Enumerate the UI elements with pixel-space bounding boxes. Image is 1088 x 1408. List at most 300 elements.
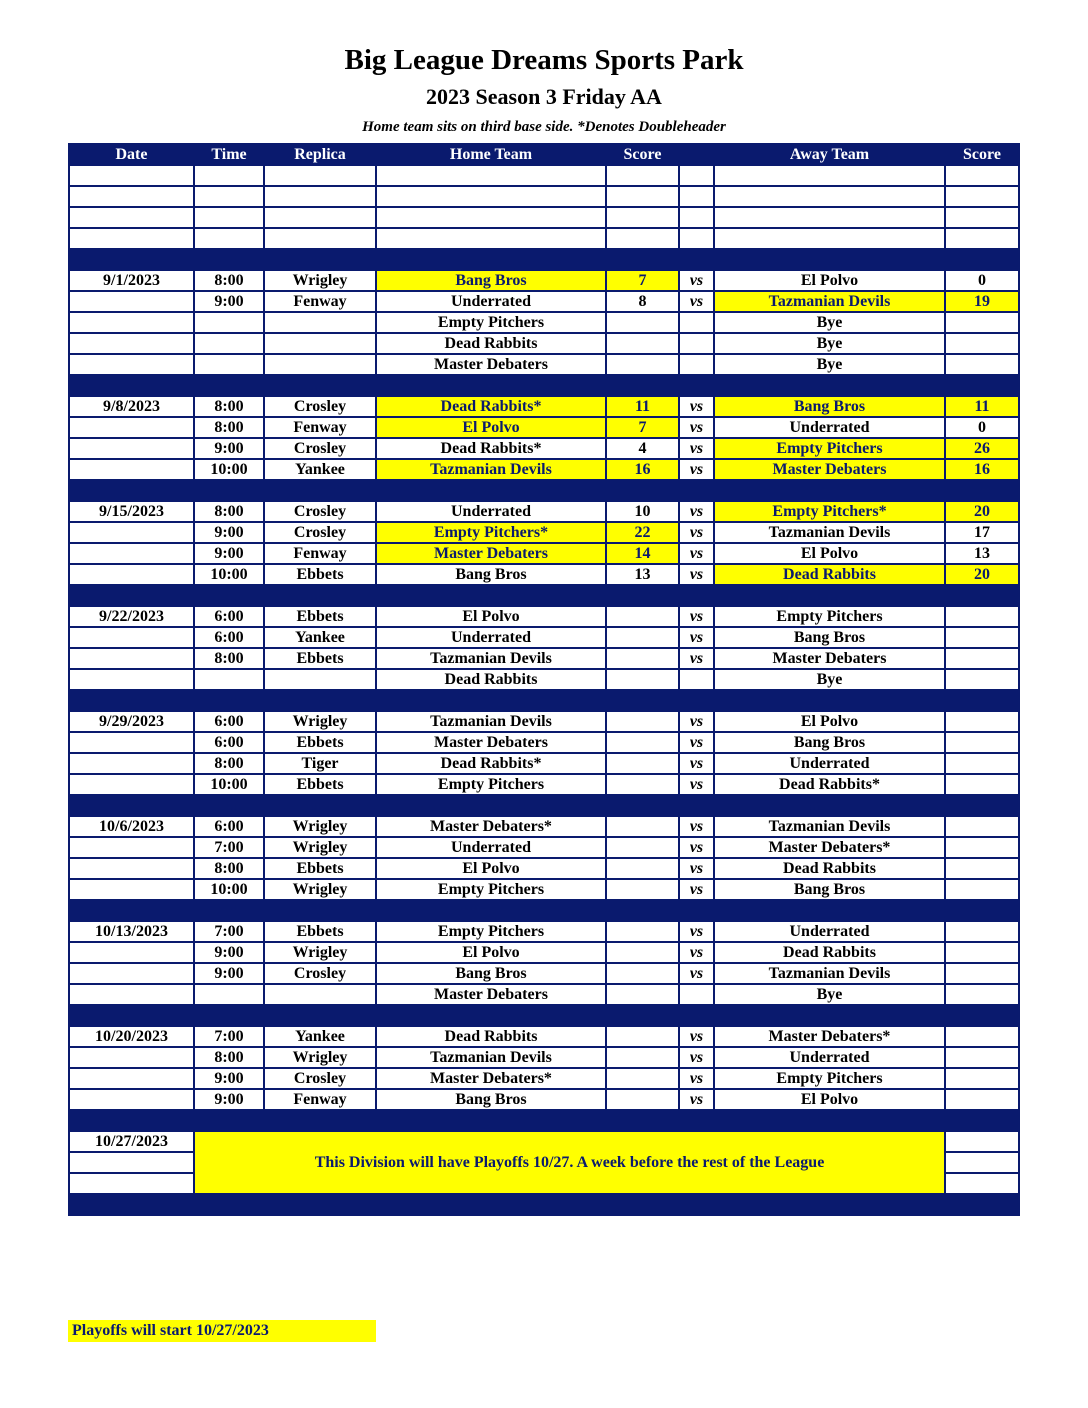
separator-row bbox=[69, 1005, 1019, 1026]
col-home-score: Score bbox=[606, 144, 679, 165]
away-score bbox=[945, 606, 1019, 627]
game-date bbox=[69, 753, 194, 774]
home-score: 22 bbox=[606, 522, 679, 543]
separator-cell bbox=[376, 375, 606, 396]
home-team: Underrated bbox=[376, 501, 606, 522]
empty-cell bbox=[69, 207, 194, 228]
separator-cell bbox=[264, 690, 376, 711]
game-field: Ebbets bbox=[264, 921, 376, 942]
game-field: Fenway bbox=[264, 291, 376, 312]
game-time: 7:00 bbox=[194, 1026, 264, 1047]
empty-cell bbox=[714, 186, 945, 207]
game-field: Fenway bbox=[264, 543, 376, 564]
home-team: El Polvo bbox=[376, 606, 606, 627]
empty-cell bbox=[606, 228, 679, 249]
separator-cell bbox=[714, 249, 945, 270]
away-score bbox=[945, 312, 1019, 333]
vs-label: vs bbox=[679, 459, 714, 480]
home-score bbox=[606, 627, 679, 648]
away-team: Dead Rabbits bbox=[714, 564, 945, 585]
empty-cell bbox=[194, 186, 264, 207]
separator-cell bbox=[714, 900, 945, 921]
vs-label: vs bbox=[679, 1068, 714, 1089]
game-date bbox=[69, 669, 194, 690]
separator-cell bbox=[69, 690, 194, 711]
vs-label: vs bbox=[679, 417, 714, 438]
vs-label: vs bbox=[679, 858, 714, 879]
away-score bbox=[945, 732, 1019, 753]
game-row bbox=[69, 879, 1019, 900]
game-time: 7:00 bbox=[194, 921, 264, 942]
separator-cell bbox=[69, 375, 194, 396]
separator-row bbox=[69, 900, 1019, 921]
game-date bbox=[69, 354, 194, 375]
home-team: Bang Bros bbox=[376, 963, 606, 984]
separator-cell bbox=[679, 690, 714, 711]
game-row bbox=[69, 669, 1019, 690]
game-field: Wrigley bbox=[264, 837, 376, 858]
home-score bbox=[606, 1047, 679, 1068]
home-team: El Polvo bbox=[376, 858, 606, 879]
home-score: 13 bbox=[606, 564, 679, 585]
away-score bbox=[945, 648, 1019, 669]
game-date bbox=[69, 627, 194, 648]
away-team: Master Debaters* bbox=[714, 1026, 945, 1047]
game-date bbox=[69, 1068, 194, 1089]
game-row bbox=[69, 1026, 1019, 1047]
home-team: Empty Pitchers bbox=[376, 921, 606, 942]
separator-cell bbox=[606, 690, 679, 711]
separator-cell bbox=[606, 249, 679, 270]
away-score: 11 bbox=[945, 396, 1019, 417]
home-team: Tazmanian Devils bbox=[376, 648, 606, 669]
away-score: 20 bbox=[945, 501, 1019, 522]
separator-cell bbox=[264, 480, 376, 501]
game-date bbox=[69, 648, 194, 669]
game-row bbox=[69, 312, 1019, 333]
game-row bbox=[69, 711, 1019, 732]
separator-cell bbox=[714, 795, 945, 816]
vs-label: vs bbox=[679, 774, 714, 795]
game-time bbox=[194, 984, 264, 1005]
home-team: Empty Pitchers bbox=[376, 879, 606, 900]
separator-cell bbox=[606, 1194, 679, 1215]
separator-row bbox=[69, 1194, 1019, 1215]
vs-label: vs bbox=[679, 648, 714, 669]
game-time: 10:00 bbox=[194, 459, 264, 480]
separator-cell bbox=[194, 690, 264, 711]
separator-cell bbox=[679, 1194, 714, 1215]
away-score bbox=[945, 711, 1019, 732]
away-team: Bang Bros bbox=[714, 396, 945, 417]
home-team: Master Debaters* bbox=[376, 1068, 606, 1089]
away-score: 16 bbox=[945, 459, 1019, 480]
away-team: Master Debaters bbox=[714, 459, 945, 480]
vs-label: vs bbox=[679, 291, 714, 312]
game-row bbox=[69, 417, 1019, 438]
vs-label: vs bbox=[679, 963, 714, 984]
home-team: Master Debaters* bbox=[376, 816, 606, 837]
game-row bbox=[69, 522, 1019, 543]
game-row bbox=[69, 606, 1019, 627]
vs-label bbox=[679, 669, 714, 690]
separator-row bbox=[69, 1110, 1019, 1131]
game-field bbox=[264, 669, 376, 690]
game-time bbox=[194, 333, 264, 354]
game-row bbox=[69, 564, 1019, 585]
game-field bbox=[264, 312, 376, 333]
empty-cell bbox=[945, 186, 1019, 207]
home-team: Dead Rabbits* bbox=[376, 753, 606, 774]
game-time bbox=[194, 354, 264, 375]
col-home-team: Home Team bbox=[376, 144, 606, 165]
away-team: Dead Rabbits bbox=[714, 942, 945, 963]
game-row bbox=[69, 543, 1019, 564]
away-score bbox=[945, 1026, 1019, 1047]
game-date bbox=[69, 417, 194, 438]
away-team: Bang Bros bbox=[714, 879, 945, 900]
home-team: Tazmanian Devils bbox=[376, 459, 606, 480]
home-score bbox=[606, 879, 679, 900]
away-team: Empty Pitchers* bbox=[714, 501, 945, 522]
game-row bbox=[69, 1068, 1019, 1089]
separator-cell bbox=[606, 375, 679, 396]
game-date bbox=[69, 291, 194, 312]
away-team: Bye bbox=[714, 354, 945, 375]
col-date: Date bbox=[69, 144, 194, 165]
game-row bbox=[69, 816, 1019, 837]
empty-cell bbox=[376, 165, 606, 186]
away-team: Bang Bros bbox=[714, 732, 945, 753]
game-time: 9:00 bbox=[194, 291, 264, 312]
away-score bbox=[945, 354, 1019, 375]
playoffs-footer-note: Playoffs will start 10/27/2023 bbox=[68, 1320, 376, 1342]
empty-cell bbox=[679, 207, 714, 228]
game-field: Wrigley bbox=[264, 270, 376, 291]
col-vs bbox=[679, 144, 714, 165]
game-time: 9:00 bbox=[194, 438, 264, 459]
away-score bbox=[945, 333, 1019, 354]
game-date bbox=[69, 858, 194, 879]
game-field: Tiger bbox=[264, 753, 376, 774]
col-time: Time bbox=[194, 144, 264, 165]
away-score: 19 bbox=[945, 291, 1019, 312]
game-time: 8:00 bbox=[194, 396, 264, 417]
game-time: 10:00 bbox=[194, 879, 264, 900]
home-score bbox=[606, 816, 679, 837]
home-score bbox=[606, 1026, 679, 1047]
away-score bbox=[945, 627, 1019, 648]
away-score bbox=[945, 816, 1019, 837]
game-date bbox=[69, 732, 194, 753]
away-score: 0 bbox=[945, 417, 1019, 438]
empty-cell bbox=[606, 186, 679, 207]
separator-cell bbox=[376, 1194, 606, 1215]
game-date bbox=[69, 984, 194, 1005]
home-team: Dead Rabbits bbox=[376, 1026, 606, 1047]
game-row bbox=[69, 354, 1019, 375]
separator-cell bbox=[945, 690, 1019, 711]
game-field: Fenway bbox=[264, 417, 376, 438]
game-field: Ebbets bbox=[264, 732, 376, 753]
game-time: 6:00 bbox=[194, 627, 264, 648]
away-team: El Polvo bbox=[714, 1089, 945, 1110]
vs-label: vs bbox=[679, 438, 714, 459]
game-date bbox=[69, 837, 194, 858]
separator-cell bbox=[194, 585, 264, 606]
home-team: Tazmanian Devils bbox=[376, 1047, 606, 1068]
game-field: Yankee bbox=[264, 1026, 376, 1047]
empty-cell bbox=[945, 1152, 1019, 1173]
home-team: Empty Pitchers bbox=[376, 312, 606, 333]
away-score: 17 bbox=[945, 522, 1019, 543]
empty-cell bbox=[194, 165, 264, 186]
game-row bbox=[69, 774, 1019, 795]
game-row bbox=[69, 837, 1019, 858]
game-time: 8:00 bbox=[194, 648, 264, 669]
separator-row bbox=[69, 480, 1019, 501]
away-score bbox=[945, 879, 1019, 900]
empty-cell bbox=[376, 228, 606, 249]
away-score bbox=[945, 1068, 1019, 1089]
separator-cell bbox=[264, 1110, 376, 1131]
vs-label: vs bbox=[679, 606, 714, 627]
game-date bbox=[69, 522, 194, 543]
vs-label: vs bbox=[679, 270, 714, 291]
home-score bbox=[606, 921, 679, 942]
game-date: 9/1/2023 bbox=[69, 270, 194, 291]
game-date: 9/22/2023 bbox=[69, 606, 194, 627]
empty-cell bbox=[606, 207, 679, 228]
game-row bbox=[69, 858, 1019, 879]
vs-label: vs bbox=[679, 396, 714, 417]
home-team: El Polvo bbox=[376, 417, 606, 438]
separator-cell bbox=[679, 795, 714, 816]
vs-label: vs bbox=[679, 879, 714, 900]
empty-cell bbox=[264, 228, 376, 249]
separator-cell bbox=[376, 900, 606, 921]
separator-cell bbox=[376, 1110, 606, 1131]
home-score: 10 bbox=[606, 501, 679, 522]
game-field: Wrigley bbox=[264, 711, 376, 732]
home-score bbox=[606, 312, 679, 333]
home-score bbox=[606, 732, 679, 753]
home-score bbox=[606, 963, 679, 984]
game-field: Yankee bbox=[264, 627, 376, 648]
separator-cell bbox=[69, 585, 194, 606]
col-away-score: Score bbox=[945, 144, 1019, 165]
game-date bbox=[69, 312, 194, 333]
game-time bbox=[194, 669, 264, 690]
vs-label: vs bbox=[679, 627, 714, 648]
schedule-table bbox=[68, 143, 1020, 1216]
separator-cell bbox=[376, 480, 606, 501]
home-score bbox=[606, 669, 679, 690]
separator-row bbox=[69, 249, 1019, 270]
home-score: 11 bbox=[606, 396, 679, 417]
away-score bbox=[945, 774, 1019, 795]
game-time: 9:00 bbox=[194, 963, 264, 984]
away-score bbox=[945, 753, 1019, 774]
separator-row bbox=[69, 585, 1019, 606]
home-score bbox=[606, 1068, 679, 1089]
game-time: 8:00 bbox=[194, 501, 264, 522]
vs-label: vs bbox=[679, 837, 714, 858]
separator-cell bbox=[679, 1005, 714, 1026]
game-field: Crosley bbox=[264, 501, 376, 522]
home-score bbox=[606, 333, 679, 354]
separator-cell bbox=[714, 1110, 945, 1131]
game-field: Crosley bbox=[264, 1068, 376, 1089]
empty-cell bbox=[945, 1131, 1019, 1152]
away-score bbox=[945, 858, 1019, 879]
away-team: Dead Rabbits* bbox=[714, 774, 945, 795]
separator-cell bbox=[714, 480, 945, 501]
away-team: El Polvo bbox=[714, 543, 945, 564]
game-row bbox=[69, 1047, 1019, 1068]
separator-cell bbox=[194, 375, 264, 396]
blank-row bbox=[69, 165, 1019, 186]
separator-cell bbox=[945, 1110, 1019, 1131]
game-field: Ebbets bbox=[264, 774, 376, 795]
separator-cell bbox=[714, 1005, 945, 1026]
game-row bbox=[69, 648, 1019, 669]
game-row bbox=[69, 333, 1019, 354]
game-time: 10:00 bbox=[194, 774, 264, 795]
away-score bbox=[945, 921, 1019, 942]
vs-label bbox=[679, 333, 714, 354]
game-time: 9:00 bbox=[194, 1089, 264, 1110]
home-team: Underrated bbox=[376, 837, 606, 858]
separator-cell bbox=[679, 249, 714, 270]
away-team: Dead Rabbits bbox=[714, 858, 945, 879]
home-team: Master Debaters bbox=[376, 732, 606, 753]
empty-cell bbox=[69, 165, 194, 186]
game-field: Ebbets bbox=[264, 858, 376, 879]
home-team: Dead Rabbits bbox=[376, 669, 606, 690]
home-score bbox=[606, 984, 679, 1005]
home-team: Master Debaters bbox=[376, 354, 606, 375]
separator-cell bbox=[945, 585, 1019, 606]
away-team: El Polvo bbox=[714, 270, 945, 291]
away-score bbox=[945, 837, 1019, 858]
header-note: Home team sits on third base side. *Denotes Doubleheader bbox=[362, 119, 726, 135]
separator-cell bbox=[194, 795, 264, 816]
empty-cell bbox=[945, 1173, 1019, 1194]
game-date bbox=[69, 438, 194, 459]
vs-label: vs bbox=[679, 543, 714, 564]
empty-cell bbox=[264, 207, 376, 228]
home-score: 14 bbox=[606, 543, 679, 564]
vs-label: vs bbox=[679, 564, 714, 585]
game-field bbox=[264, 333, 376, 354]
vs-label: vs bbox=[679, 942, 714, 963]
game-date bbox=[69, 879, 194, 900]
separator-cell bbox=[194, 1194, 264, 1215]
empty-cell bbox=[714, 228, 945, 249]
home-score bbox=[606, 837, 679, 858]
separator-cell bbox=[194, 480, 264, 501]
separator-cell bbox=[679, 585, 714, 606]
away-score bbox=[945, 1089, 1019, 1110]
away-team: Bye bbox=[714, 984, 945, 1005]
col-away-team: Away Team bbox=[714, 144, 945, 165]
home-score: 7 bbox=[606, 270, 679, 291]
header-row bbox=[69, 144, 1019, 165]
separator-cell bbox=[679, 1110, 714, 1131]
empty-cell bbox=[376, 207, 606, 228]
empty-cell bbox=[194, 207, 264, 228]
empty-cell bbox=[679, 186, 714, 207]
empty-cell bbox=[945, 165, 1019, 186]
away-score: 13 bbox=[945, 543, 1019, 564]
game-time: 9:00 bbox=[194, 522, 264, 543]
home-team: Empty Pitchers* bbox=[376, 522, 606, 543]
away-team: Bye bbox=[714, 669, 945, 690]
game-date bbox=[69, 333, 194, 354]
home-score bbox=[606, 1089, 679, 1110]
separator-cell bbox=[714, 1194, 945, 1215]
separator-cell bbox=[194, 900, 264, 921]
vs-label bbox=[679, 312, 714, 333]
away-team: Underrated bbox=[714, 1047, 945, 1068]
game-field: Wrigley bbox=[264, 879, 376, 900]
separator-cell bbox=[69, 1005, 194, 1026]
vs-label: vs bbox=[679, 1089, 714, 1110]
home-team: Bang Bros bbox=[376, 270, 606, 291]
separator-cell bbox=[606, 795, 679, 816]
home-team: Bang Bros bbox=[376, 1089, 606, 1110]
away-team: Underrated bbox=[714, 753, 945, 774]
separator-cell bbox=[264, 1005, 376, 1026]
game-date bbox=[69, 774, 194, 795]
separator-cell bbox=[679, 480, 714, 501]
home-score bbox=[606, 858, 679, 879]
separator-cell bbox=[714, 690, 945, 711]
game-time: 6:00 bbox=[194, 606, 264, 627]
away-team: Bang Bros bbox=[714, 627, 945, 648]
home-team: Bang Bros bbox=[376, 564, 606, 585]
game-field: Crosley bbox=[264, 438, 376, 459]
game-time: 8:00 bbox=[194, 270, 264, 291]
separator-cell bbox=[376, 1005, 606, 1026]
game-time: 8:00 bbox=[194, 417, 264, 438]
home-team: Tazmanian Devils bbox=[376, 711, 606, 732]
game-date bbox=[69, 942, 194, 963]
separator-cell bbox=[69, 795, 194, 816]
separator-cell bbox=[945, 375, 1019, 396]
separator-cell bbox=[194, 1110, 264, 1131]
col-replica: Replica bbox=[264, 144, 376, 165]
empty-cell bbox=[945, 228, 1019, 249]
separator-cell bbox=[606, 1110, 679, 1131]
separator-cell bbox=[264, 585, 376, 606]
empty-cell bbox=[376, 186, 606, 207]
away-team: Master Debaters bbox=[714, 648, 945, 669]
playoffs-date: 10/27/2023 bbox=[69, 1131, 194, 1152]
home-score bbox=[606, 606, 679, 627]
game-date: 9/8/2023 bbox=[69, 396, 194, 417]
separator-cell bbox=[264, 249, 376, 270]
game-date: 9/29/2023 bbox=[69, 711, 194, 732]
vs-label: vs bbox=[679, 816, 714, 837]
away-team: Tazmanian Devils bbox=[714, 522, 945, 543]
empty-cell bbox=[69, 228, 194, 249]
away-team: Empty Pitchers bbox=[714, 1068, 945, 1089]
vs-label: vs bbox=[679, 732, 714, 753]
away-score: 26 bbox=[945, 438, 1019, 459]
separator-cell bbox=[606, 480, 679, 501]
